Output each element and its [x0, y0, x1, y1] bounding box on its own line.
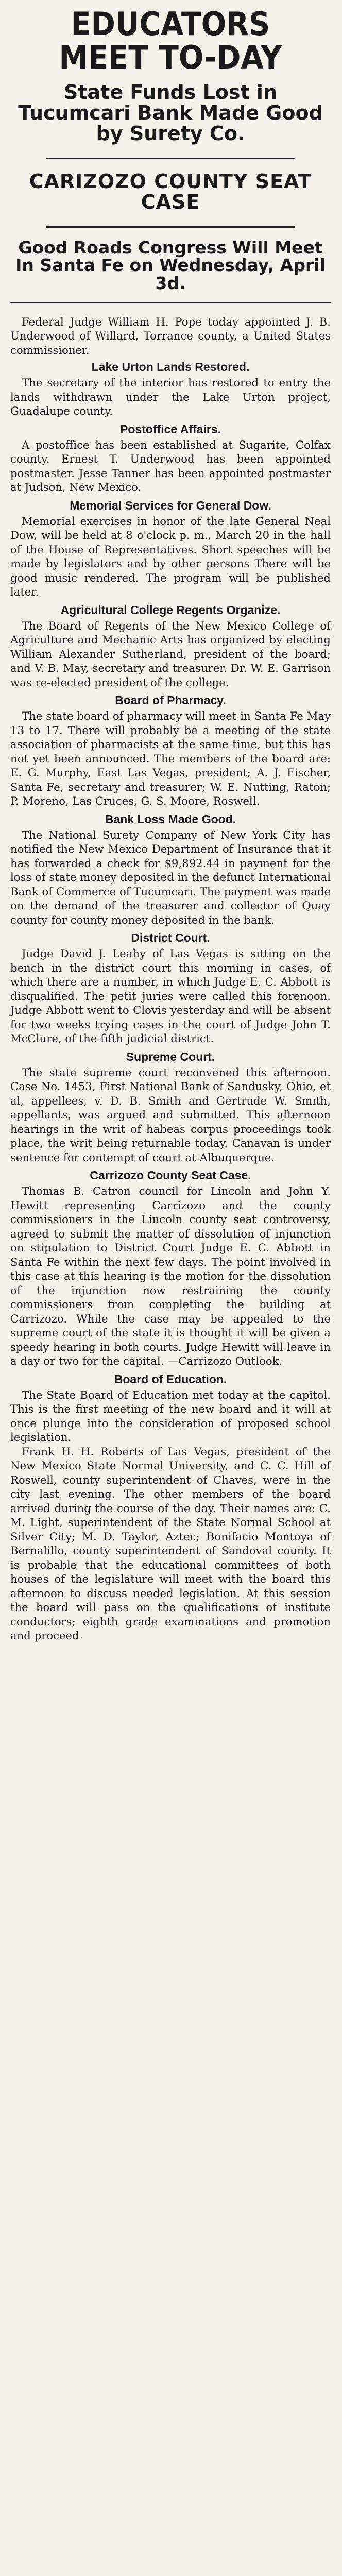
story-divider — [10, 302, 331, 303]
section-heading: Supreme Court. — [126, 1049, 215, 1063]
section-paragraph: Thomas B. Catron council for Lincoln and John Y. Hewitt representing Carrizozo and the county commissioners in the Lincoln county seat controversy, agreed to submit the matter of dissolution of injunction on stipulation to District Court Judge E. C. Abbott in Santa Fe within the next few days. The point involved in this case at this hearing is the motion for the dissolution of the injunction now restraining the county commissioners from completing the building at Carrizozo. While the case may be appealed to the supreme court of the state it is thought it will be given a speedy hearing in both courts. Judge Hewitt will leave in a day or two for the capital. —Carrizozo Outlook. — [10, 1184, 331, 1368]
section-heading: Postoffice Affairs. — [120, 422, 221, 436]
section-paragraph: A postoffice has been established at Sugarite, Colfax county. Ernest T. Underwood has been appointed postmaster. Jesse Tanner has been appointed postmaster at Judson, New Mexico. — [10, 438, 331, 494]
section-heading: Bank Loss Made Good. — [105, 812, 236, 826]
section-heading: District Court. — [131, 931, 210, 945]
headline-divider — [46, 158, 295, 159]
section-paragraph: The National Surety Company of New York City has notified the New Mexico Department of Insurance that it has forwarded a check for $9,892.44 in payment for the loss of state money deposited in the defunct International Bank of Commerce of Tucumcari. The payment was made on the demand of the treasurer and collector of Quay county for county money deposited in the bank. — [10, 828, 331, 926]
lead-paragraph: Federal Judge William H. Pope today appointed J. B. Underwood of Willard, Torrance county, a United States commissioner. — [10, 315, 331, 357]
section-paragraph: The state supreme court reconvened this afternoon. Case No. 1453, First National Bank of Sandusky, Ohio, et al, appellees, v. D. B. Smith and Gertrude W. Smith, appellants, was argued and submitted. This afternoon hearings in the writ of habeas corpus proceedings took place, the writ being returnable today. Canavan is under sentence for contempt of court at Albuquerque. — [10, 1065, 331, 1164]
section-paragraph: The secretary of the interior has restored to entry the lands withdrawn under the Lake Urton project, Guadalupe county. — [10, 376, 331, 418]
section-paragraph: The State Board of Education met today at the capitol. This is the first meeting of the new board and it will at once plunge into the consideration of proposed school legislation. — [10, 1388, 331, 1444]
section-heading: Board of Education. — [114, 1372, 227, 1386]
section-paragraph: Memorial exercises in honor of the late General Neal Dow, will be held at 8 o'clock p. m., March 20 in the hall of the House of Representatives. Short speeches will be made by legislators and by other persons There will be good music rendered. The program will be published later. — [10, 514, 331, 599]
section-heading: Carrizozo County Seat Case. — [90, 1168, 251, 1182]
section-heading: Board of Pharmacy. — [115, 693, 226, 707]
section-paragraph: Frank H. H. Roberts of Las Vegas, president of the New Mexico State Normal University, and C. C. Hill of Roswell, county superintendent of Chaves, were in the city last evening. The other members of the board arrived during the course of the day. Their names are: C. M. Light, superintendent of the State Normal School at Silver City; M. D. Taylor, Aztec; Bonifacio Montoya of Bernalillo, county superintendent of Sandoval county. It is probable that the educational committees of both houses of the legislature will meet with the board this afternoon to discuss needed legislation. At this session the board will pass on the qualifications of institute conductors; eighth grade examinations and promotion and proceed — [10, 1445, 331, 1642]
section-heading: Memorial Services for General Dow. — [70, 498, 271, 512]
section-heading: Lake Urton Lands Restored. — [91, 360, 250, 374]
deck-headline-good-roads: Good Roads Congress Will Meet In Santa Fe on Wednesday, April 3d. — [15, 237, 326, 293]
deck-headline-county-seat: CARIZOZO COUNTY SEAT CASE — [29, 170, 312, 213]
section-paragraph: The state board of pharmacy will meet in Santa Fe May 13 to 17. There will probably be a meeting of the state association of pharmacists at the same time, but this has not yet been announced. The members of the board are: E. G. Murphy, East Las Vegas, president; A. J. Fischer, Santa Fe, secretary and treasurer; W. E. Nutting, Raton; P. Moreno, Las Cruces, G. S. Moore, Roswell. — [10, 709, 331, 808]
story-body — [10, 315, 331, 1643]
headline-divider — [46, 226, 295, 228]
section-paragraph: The Board of Regents of the New Mexico College of Agriculture and Mechanic Arts has organized by electing William Alexander Sutherland, president of the board; and V. B. May, secretary and treasurer. Dr. W. E. Garrison was re-elected president of the college. — [10, 619, 331, 689]
main-headline: EDUCATORS MEET TO-DAY — [59, 5, 282, 77]
deck-headline-surety: State Funds Lost in Tucumcari Bank Made Good by Surety Co. — [18, 81, 323, 145]
section-paragraph: Judge David J. Leahy of Las Vegas is sitting on the bench in the district court this morning in cases, of which there are a number, in which Judge E. C. Abbott is disqualified. The petit juries were called this forenoon. Judge Abbott went to Clovis yesterday and will be absent for two weeks trying cases in the court of Judge John T. McClure, of the fifth judicial district. — [10, 947, 331, 1045]
section-heading: Agricultural College Regents Organize. — [60, 603, 281, 617]
